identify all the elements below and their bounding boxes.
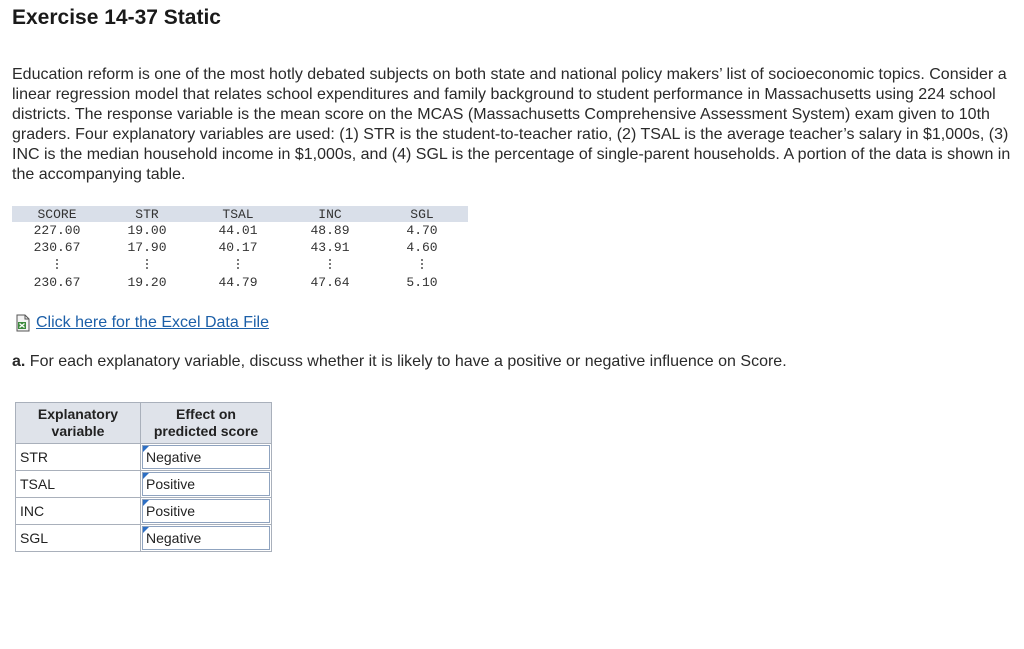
data-table-header-row	[12, 206, 468, 222]
vertical-ellipsis-icon	[329, 258, 331, 269]
variable-label: INC	[16, 498, 141, 525]
page-title: Exercise 14-37 Static	[12, 6, 221, 29]
answer-row-tsal	[16, 471, 272, 498]
table-row	[12, 239, 468, 256]
dropdown-indicator-icon	[143, 473, 149, 479]
cell-tsal: 44.01	[218, 223, 258, 238]
variable-label: TSAL	[16, 471, 141, 498]
problem-description: Education reform is one of the most hotly debated subjects on both state and national policy makers’ list of socioeconomic topics. Consider a linear regression model that relates school expenditures and family background to student performance in Massachusetts using 224 school districts. The response variable is the mean score on the MCAS (Massachusetts Comprehensive Assessment System) exam given to 10th graders. Four explanatory variables are used: (1) STR is the student-to-teacher ratio, (2) TSAL is the average teacher’s salary in $1,000s, (3) INC is the median household income in $1,000s, and (4) SGL is the percentage of single-parent households. A portion of the data is shown in the accompanying table.	[12, 66, 1011, 183]
dropdown-indicator-icon	[143, 527, 149, 533]
question-a	[12, 353, 787, 371]
header-explanatory-variable: Explanatory variable	[16, 403, 141, 444]
cell-inc: 43.91	[310, 240, 350, 255]
header-sgl: SGL	[376, 206, 468, 222]
cell-sgl: 4.70	[406, 223, 438, 238]
question-text: For each explanatory variable, discuss whether it is likely to have a positive or negative influence on Score.	[25, 353, 787, 370]
cell-str: 19.20	[127, 275, 167, 290]
cell-inc: 47.64	[310, 275, 350, 290]
excel-link-label[interactable]: Click here for the Excel Data File	[36, 314, 269, 331]
answer-table	[15, 402, 272, 552]
effect-select-sgl[interactable]: Negative	[142, 526, 270, 550]
effect-select-str[interactable]: Negative	[142, 445, 270, 469]
answer-row-inc	[16, 498, 272, 525]
effect-select-inc[interactable]: Positive	[142, 499, 270, 523]
dropdown-indicator-icon	[143, 500, 149, 506]
header-tsal: TSAL	[192, 206, 284, 222]
header-score: SCORE	[12, 206, 102, 222]
cell-sgl: 5.10	[406, 275, 438, 290]
variable-label: SGL	[16, 525, 141, 552]
table-row	[12, 222, 468, 239]
header-effect-on-score: Effect on predicted score	[141, 403, 272, 444]
effect-select-tsal[interactable]: Positive	[142, 472, 270, 496]
cell-score: 230.67	[33, 240, 81, 255]
cell-str: 19.00	[127, 223, 167, 238]
cell-tsal: 40.17	[218, 240, 258, 255]
variable-label: STR	[16, 444, 141, 471]
answer-row-str	[16, 444, 272, 471]
answer-row-sgl	[16, 525, 272, 552]
vertical-ellipsis-icon	[146, 258, 148, 269]
answer-header-row	[16, 403, 272, 444]
cell-score: 227.00	[33, 223, 81, 238]
cell-inc: 48.89	[310, 223, 350, 238]
vertical-ellipsis-icon	[421, 258, 423, 269]
excel-file-icon	[14, 314, 32, 332]
header-str: STR	[102, 206, 192, 222]
dropdown-indicator-icon	[143, 446, 149, 452]
sample-data-table	[12, 206, 468, 291]
cell-tsal: 44.79	[218, 275, 258, 290]
vertical-ellipsis-icon	[56, 258, 58, 269]
cell-str: 17.90	[127, 240, 167, 255]
excel-data-file-link[interactable]	[14, 314, 269, 332]
cell-sgl: 4.60	[406, 240, 438, 255]
table-row	[12, 274, 468, 291]
ellipsis-row	[12, 256, 468, 274]
cell-score: 230.67	[33, 275, 81, 290]
header-inc: INC	[284, 206, 376, 222]
vertical-ellipsis-icon	[237, 258, 239, 269]
question-prefix: a.	[12, 353, 26, 370]
